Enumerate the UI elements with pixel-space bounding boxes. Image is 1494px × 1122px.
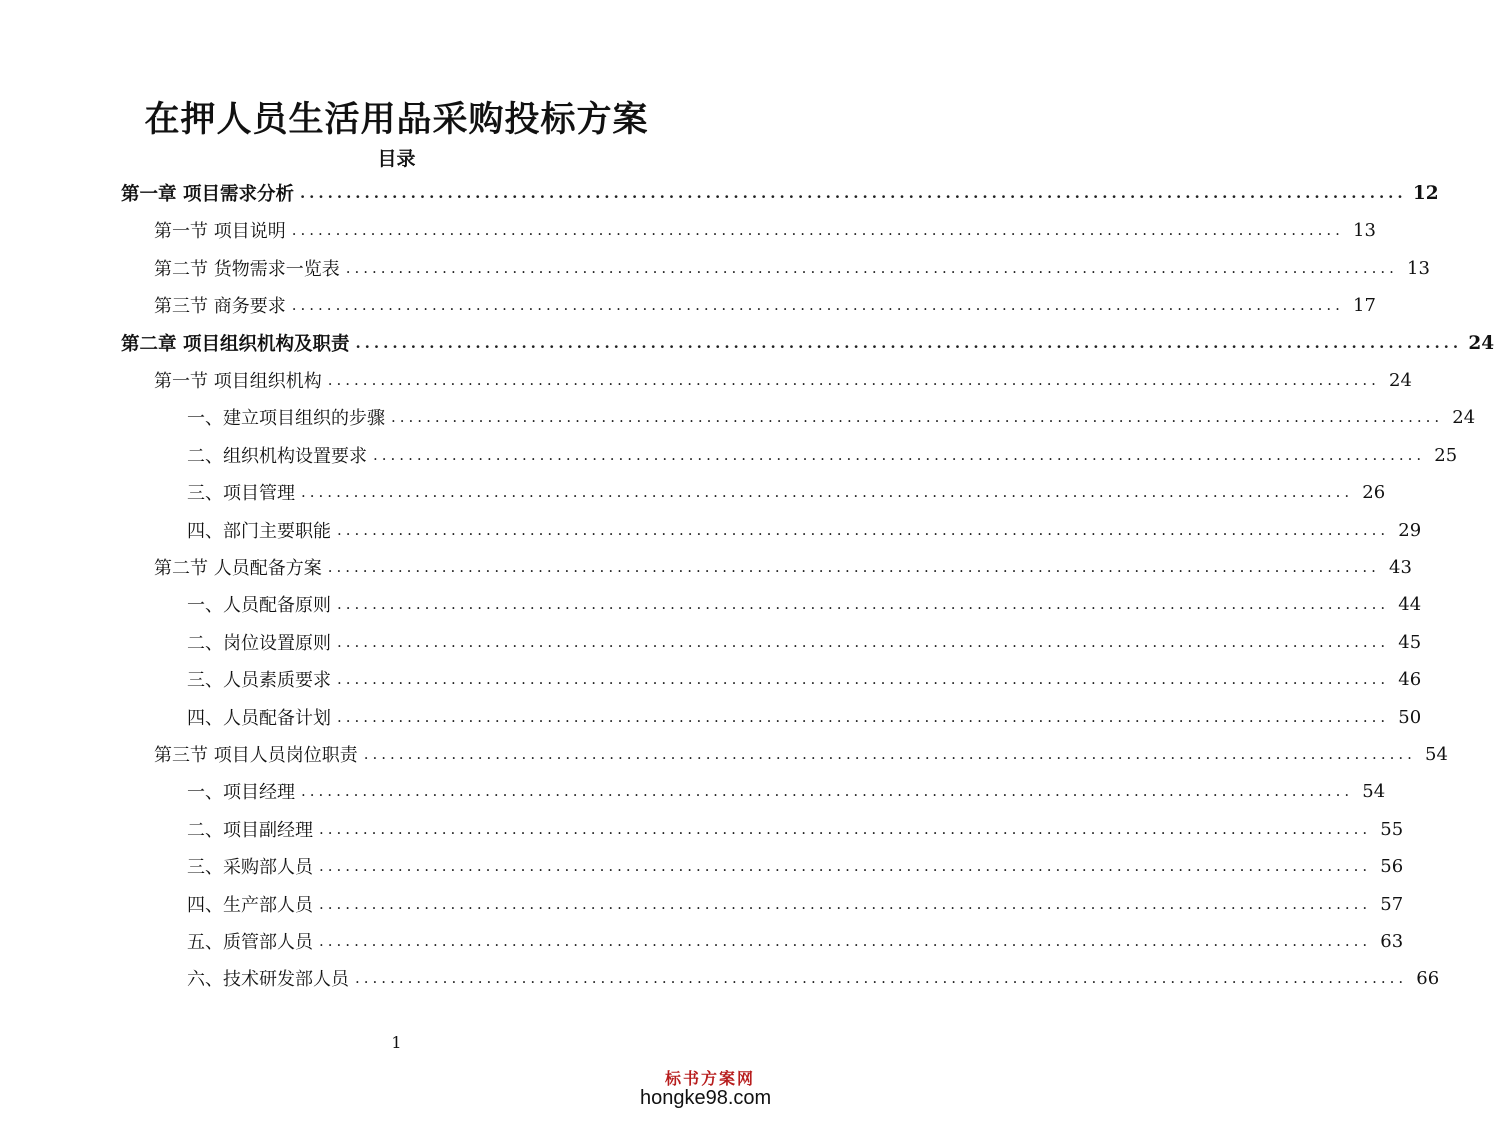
toc-entry-page: 50: [1398, 706, 1422, 728]
toc-entry-label: 一、人员配备原则: [187, 595, 331, 616]
toc-leader-dots: ........................................................................................................................: [355, 334, 1463, 352]
toc-entry-page: 24: [1452, 406, 1476, 428]
toc-entry-page: 24: [1389, 369, 1412, 391]
toc-entry-label: 二、组织机构设置要求: [187, 446, 367, 467]
toc-entry[interactable]: [187, 698, 1422, 736]
toc-entry[interactable]: [154, 548, 1412, 586]
toc-leader-dots: ........................................................................................................................: [299, 184, 1407, 202]
toc-entry-page: 17: [1353, 294, 1376, 316]
toc-entry-page: 44: [1398, 593, 1422, 615]
toc-leader-dots: ........................................................................................................................: [373, 446, 1426, 464]
toc-entry-page: 56: [1380, 855, 1404, 877]
toc-entry-label: 三、人员素质要求: [187, 670, 331, 691]
toc-leader-dots: ........................................................................................................................: [301, 483, 1354, 501]
toc-entry[interactable]: [187, 959, 1440, 997]
toc-entry-label: 四、部门主要职能: [187, 521, 331, 542]
toc-entry[interactable]: [187, 847, 1404, 885]
toc-leader-dots: ........................................................................................................................: [327, 371, 1380, 389]
toc-entry-page: 25: [1434, 444, 1458, 466]
toc-entry-label: 第三节 项目人员岗位职责: [154, 745, 358, 766]
toc-leader-dots: ........................................................................................................................: [337, 633, 1390, 651]
toc-entry[interactable]: [154, 249, 1430, 287]
page-number: 1: [391, 1033, 402, 1052]
toc-entry[interactable]: [121, 324, 1494, 362]
toc-entry[interactable]: [187, 772, 1386, 810]
toc-entry[interactable]: [154, 211, 1376, 249]
toc-leader-dots: ........................................................................................................................: [391, 408, 1444, 426]
toc-entry-label: 第二节 货物需求一览表: [154, 259, 340, 280]
toc-entry-page: 13: [1407, 257, 1430, 279]
toc-entry-page: 57: [1380, 893, 1404, 915]
toc-entry-label: 第三节 商务要求: [154, 296, 286, 317]
toc-entry-label: 四、生产部人员: [187, 895, 313, 916]
toc-entry-page: 66: [1416, 967, 1440, 989]
toc-leader-dots: ........................................................................................................................: [337, 521, 1390, 539]
toc-heading: 目录: [377, 148, 416, 170]
toc-entry[interactable]: [187, 511, 1422, 549]
toc-entry-label: 第一节 项目组织机构: [154, 371, 322, 392]
toc-entry-page: 45: [1398, 631, 1422, 653]
toc-leader-dots: ........................................................................................................................: [291, 296, 1344, 314]
toc-leader-dots: ........................................................................................................................: [337, 670, 1390, 688]
toc-leader-dots: ........................................................................................................................: [319, 895, 1372, 913]
toc-entry-page: 29: [1398, 519, 1422, 541]
toc-entry[interactable]: [154, 286, 1376, 324]
toc-entry[interactable]: [187, 885, 1404, 923]
toc-entry-label: 一、项目经理: [187, 782, 295, 803]
toc-leader-dots: ........................................................................................................................: [363, 745, 1416, 763]
toc-entry-label: 第二章 项目组织机构及职责: [121, 334, 350, 355]
toc-entry[interactable]: [187, 436, 1458, 474]
toc-entry-label: 二、项目副经理: [187, 820, 313, 841]
toc-entry[interactable]: [187, 398, 1476, 436]
toc-entry-label: 六、技术研发部人员: [187, 969, 349, 990]
toc-entry-label: 二、岗位设置原则: [187, 633, 331, 654]
toc-leader-dots: ........................................................................................................................: [319, 857, 1372, 875]
watermark-brand: 标书方案网: [665, 1069, 756, 1088]
toc-entry[interactable]: [154, 735, 1448, 773]
toc-entry-page: 12: [1412, 182, 1439, 204]
toc-entry[interactable]: [187, 623, 1422, 661]
toc-entry[interactable]: [187, 922, 1404, 960]
toc-entry[interactable]: [187, 473, 1386, 511]
toc-entry-page: 63: [1380, 930, 1404, 952]
toc-entry-page: 26: [1362, 481, 1386, 503]
toc-entry-label: 四、人员配备计划: [187, 708, 331, 729]
toc-entry-page: 46: [1398, 668, 1422, 690]
toc-entry-page: 54: [1425, 743, 1448, 765]
toc-leader-dots: ........................................................................................................................: [301, 782, 1354, 800]
toc-leader-dots: ........................................................................................................................: [337, 595, 1390, 613]
toc-entry-label: 第一章 项目需求分析: [121, 184, 294, 205]
toc-entry-label: 五、质管部人员: [187, 932, 313, 953]
toc-entry-page: 55: [1380, 818, 1404, 840]
toc-entry-page: 24: [1468, 332, 1494, 354]
toc-leader-dots: ........................................................................................................................: [319, 820, 1372, 838]
toc-entry-label: 三、项目管理: [187, 483, 295, 504]
toc-entry-page: 43: [1389, 556, 1412, 578]
toc-leader-dots: ........................................................................................................................: [337, 708, 1390, 726]
toc-leader-dots: ........................................................................................................................: [319, 932, 1372, 950]
toc-entry[interactable]: [187, 585, 1422, 623]
toc-entry-label: 第一节 项目说明: [154, 221, 286, 242]
toc-leader-dots: ........................................................................................................................: [345, 259, 1398, 277]
toc-entry[interactable]: [187, 810, 1404, 848]
toc-leader-dots: ........................................................................................................................: [291, 221, 1344, 239]
toc-leader-dots: ........................................................................................................................: [355, 969, 1408, 987]
toc-entry[interactable]: [154, 361, 1412, 399]
toc-entry-label: 三、采购部人员: [187, 857, 313, 878]
toc-entry-label: 第二节 人员配备方案: [154, 558, 322, 579]
document-title: 在押人员生活用品采购投标方案: [144, 99, 649, 140]
toc-leader-dots: ........................................................................................................................: [327, 558, 1380, 576]
toc-entry-label: 一、建立项目组织的步骤: [187, 408, 385, 429]
toc-entry[interactable]: [121, 174, 1439, 212]
toc-entry-page: 54: [1362, 780, 1386, 802]
toc-entry[interactable]: [187, 660, 1422, 698]
watermark-url: hongke98.com: [640, 1087, 772, 1109]
toc-entry-page: 13: [1353, 219, 1376, 241]
